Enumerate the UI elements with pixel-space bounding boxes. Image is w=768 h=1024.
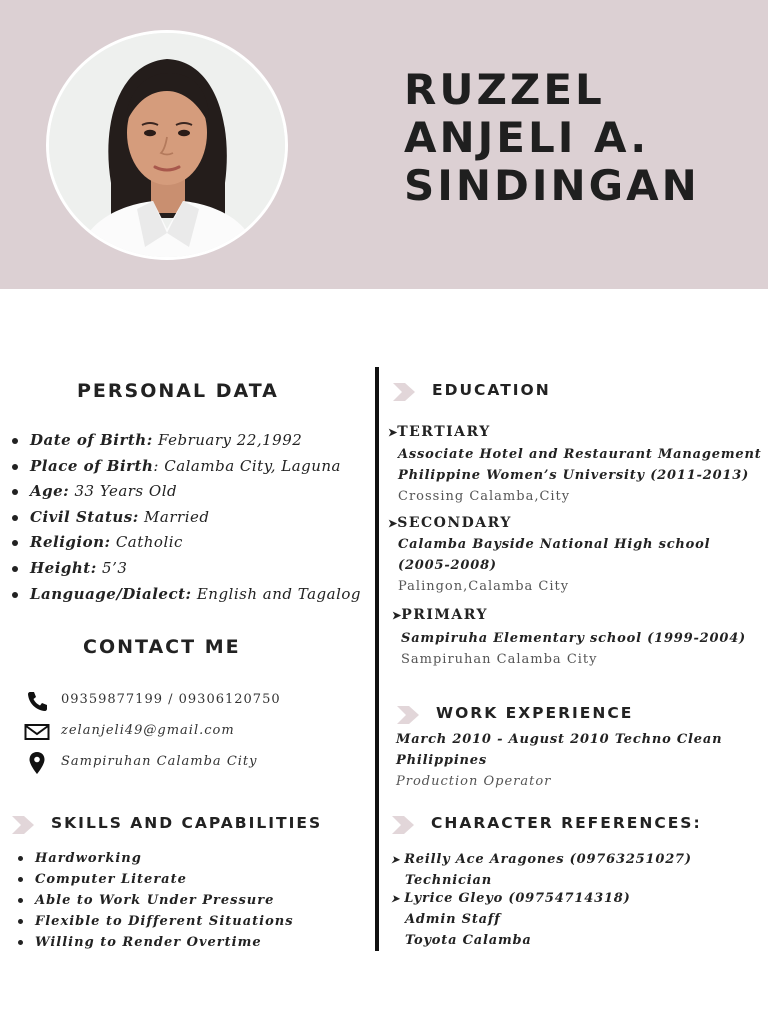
tertiary-school: Philippine Women’s University (2011-2013) xyxy=(398,468,750,483)
phone-number: 09359877199 / 09306120750 xyxy=(61,692,281,707)
reference-1-role: Technician xyxy=(405,873,492,888)
arrow-icon xyxy=(391,816,415,834)
personal-data-list xyxy=(10,428,361,607)
reference-2-name: ➤ Lyrice Gleyo (09754714318) xyxy=(391,891,631,906)
primary-location: Sampiruhan Calamba City xyxy=(401,652,598,667)
arrow-icon xyxy=(11,816,35,834)
secondary-heading: ➤SECONDARY xyxy=(388,515,512,531)
chevron-right-icon: ➤ xyxy=(388,517,398,530)
reference-2-role: Admin Staff xyxy=(405,912,501,927)
personal-data-item: Date of Birth: February 22,1992 xyxy=(10,428,361,454)
personal-data-heading: PERSONAL DATA xyxy=(77,380,279,402)
chevron-right-icon: ➤ xyxy=(391,855,401,866)
work-experience-heading: WORK EXPERIENCE xyxy=(436,704,634,722)
email-address: zelanjeli49@gmail.com xyxy=(61,723,235,738)
personal-data-item: Height: 5’3 xyxy=(10,556,361,582)
header-banner xyxy=(0,0,768,289)
contact-heading: CONTACT ME xyxy=(83,636,241,658)
tertiary-location: Crossing Calamba,City xyxy=(398,489,571,504)
personal-data-item: Religion: Catholic xyxy=(10,530,361,556)
home-address: Sampiruhan Calamba City xyxy=(61,754,258,769)
primary-heading: ➤PRIMARY xyxy=(392,607,488,623)
skill-item: Flexible to Different Situations xyxy=(16,911,294,932)
name-line-middle: ANJELI A. xyxy=(404,113,650,162)
skill-item: Able to Work Under Pressure xyxy=(16,890,294,911)
arrow-icon xyxy=(392,383,416,401)
personal-data-item: Civil Status: Married xyxy=(10,505,361,531)
secondary-location: Palingon,Calamba City xyxy=(398,579,570,594)
reference-1-name: ➤ Reilly Ace Aragones (09763251027) xyxy=(391,852,692,867)
tertiary-heading: ➤TERTIARY xyxy=(388,424,491,440)
name-line-first: RUZZEL xyxy=(404,65,605,114)
envelope-icon xyxy=(24,720,50,744)
skills-list xyxy=(16,848,294,953)
work-company-country: Philippines xyxy=(396,753,488,768)
secondary-years: (2005-2008) xyxy=(398,558,497,573)
chevron-right-icon: ➤ xyxy=(392,609,402,622)
work-period-company: March 2010 - August 2010 Techno Clean xyxy=(396,732,723,747)
applicant-name xyxy=(404,66,700,210)
reference-2-company: Toyota Calamba xyxy=(405,933,532,948)
profile-photo xyxy=(46,30,288,260)
skills-heading: SKILLS AND CAPABILITIES xyxy=(51,814,323,832)
tertiary-course: Associate Hotel and Restaurant Management xyxy=(398,447,762,462)
secondary-school: Calamba Bayside National High school xyxy=(398,537,711,552)
work-position: Production Operator xyxy=(396,774,552,789)
primary-school: Sampiruha Elementary school (1999-2004) xyxy=(401,631,747,646)
phone-icon xyxy=(24,689,50,713)
name-line-last: SINDINGAN xyxy=(404,161,700,210)
skill-item: Hardworking xyxy=(16,848,294,869)
map-pin-icon xyxy=(24,751,50,775)
skill-item: Willing to Render Overtime xyxy=(16,932,294,953)
chevron-right-icon: ➤ xyxy=(388,426,398,439)
personal-data-item: Place of Birth: Calamba City, Laguna xyxy=(10,454,361,480)
education-heading: EDUCATION xyxy=(432,381,551,399)
column-divider xyxy=(375,367,379,951)
skill-item: Computer Literate xyxy=(16,869,294,890)
references-heading: CHARACTER REFERENCES: xyxy=(431,814,702,832)
arrow-icon xyxy=(396,706,420,724)
personal-data-item: Age: 33 Years Old xyxy=(10,479,361,505)
chevron-right-icon: ➤ xyxy=(391,894,401,905)
personal-data-item: Language/Dialect: English and Tagalog xyxy=(10,582,361,608)
